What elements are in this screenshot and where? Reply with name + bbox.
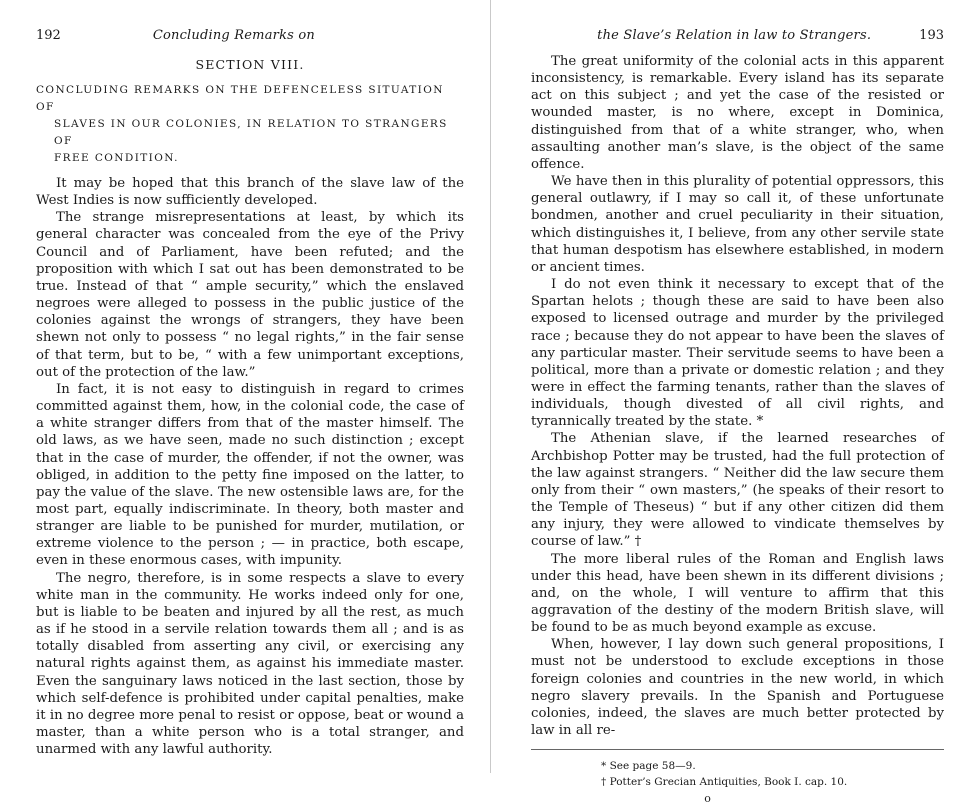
right-paragraph-1: The great uniformity of the colonial acts in this apparent inconsistency, is remarkable. Every island has its separate act on this subject ; and yet the case of the resisted or wounded master, is no where, except in Dominica, distinguished from that of a white stranger, who, when assaulting another man’s slave, is the object of the same offence. bbox=[531, 54, 944, 172]
right-paragraph-6: When, however, I lay down such general propositions, I must not be understood to exclude exceptions in those foreign colonies and countries in the new world, in which negro slavery prevails. In the Spanish and Portuguese colonies, indeed, the slaves are much better protected by law in all re- bbox=[531, 637, 944, 739]
footnote-1: * See page 58—9. bbox=[601, 760, 696, 773]
section-subtitle-line-2: SLAVES IN OUR COLONIES, IN RELATION TO STRANGERS OF bbox=[54, 118, 448, 147]
section-subtitle-line-1: CONCLUDING REMARKS ON THE DEFENCELESS SITUATION OF bbox=[36, 84, 444, 113]
right-paragraph-5: The more liberal rules of the Roman and English laws under this head, have been shewn in its different divisions ; and, on the whole, I will venture to affirm that this aggravation of the destiny of the modern British slave, will be found to be as much beyond example as excuse. bbox=[531, 551, 944, 636]
right-page-number: 193 bbox=[919, 28, 944, 43]
left-running-title: Concluding Remarks on bbox=[152, 28, 315, 43]
signature-mark: o bbox=[704, 792, 711, 805]
footnote-2: † Potter’s Grecian Antiquities, Book I. cap. 10. bbox=[601, 776, 848, 789]
right-running-head bbox=[531, 28, 944, 43]
left-paragraph-4: The negro, therefore, is in some respects a slave to every white man in the community. He works indeed only for one, but is liable to be beaten and injured by all the rest, as much as if he stood in a servile relation towards them all ; and is as totally disabled from asserting any civil, or exercising any natural rights against them, as against his immediate master. Even the sanguinary laws noticed in the last section, those by which self-defence is prohibited under capital penalties, make it in no degree more penal to resist or oppose, beat or wound a master, than a white person who is a total stranger, and unarmed with any lawful authority. bbox=[36, 570, 464, 758]
left-running-head bbox=[36, 28, 464, 43]
left-page-number: 192 bbox=[36, 28, 61, 43]
right-paragraph-4: The Athenian slave, if the learned researches of Archbishop Potter may be trusted, had the full protection of the law against strangers. “ Neither did the law secure them only from their “ own masters,” (he speaks of their resort to the Temple of Theseus) “ but if any other citizen did them any injury, they were allowed to vindicate themselves by course of law.” † bbox=[531, 431, 944, 550]
section-subtitle bbox=[36, 82, 458, 167]
right-running-title: the Slave’s Relation in law to Strangers. bbox=[597, 28, 872, 43]
right-paragraph-3: I do not even think it necessary to except that of the Spartan helots ; though these are said to have been also exposed to licensed outrage and murder by the privileged race ; because they do not appear to have been the slaves of any particular master. Their servitude seems to have been a political, more than a private or domestic relation ; and they were in effect the farming tenants, rather than the slaves of individuals, though divested of all civil rights, and tyrannically treated by the state. * bbox=[531, 277, 944, 430]
section-subtitle-line-3: FREE CONDITION. bbox=[54, 152, 179, 164]
left-page bbox=[0, 0, 490, 773]
left-paragraph-3: In fact, it is not easy to distinguish in regard to crimes committed against them, how, in the colonial code, the case of a white stranger differs from that of the master himself. The old laws, as we have seen, made no such distinction ; except that in the case of murder, the offender, if not the owner, was obliged, in addition to the petty fine imposed on the latter, to pay the value of the slave. The new ostensible laws are, for the most part, equally indiscriminate. In theory, both master and stranger are liable to be punished for murder, mutilation, or extreme violence to the person ; — in practice, both escape, even in these enormous cases, with impunity. bbox=[36, 381, 464, 569]
left-paragraph-1: It may be hoped that this branch of the slave law of the West Indies is now sufficiently developed. bbox=[36, 176, 464, 209]
section-heading: SECTION VIII. bbox=[195, 57, 305, 72]
footnote-rule bbox=[531, 749, 944, 750]
left-paragraph-2: The strange misrepresentations at least, by which its general character was concealed from the eye of the Privy Council and of Parliament, have been refuted; and the proposition with which I sat out has been demonstrated to be true. Instead of that “ ample security,” which the enslaved negroes were alleged to possess in the public justice of the colonies against the wrongs of strangers, they have been shewn not only to possess “ no legal rights,” in the fair sense of that term, but to be, “ with a few unimportant exceptions, out of the protection of the law.” bbox=[36, 210, 464, 380]
right-paragraph-2: We have then in this plurality of potential oppressors, this general outlawry, if I may so call it, of these unfortunate bondmen, another and cruel peculiarity in their situation, which distinguishes it, I believe, from any other servile state that human despotism has elsewhere established, in modern or ancient times. bbox=[531, 174, 944, 275]
right-page bbox=[490, 0, 980, 805]
